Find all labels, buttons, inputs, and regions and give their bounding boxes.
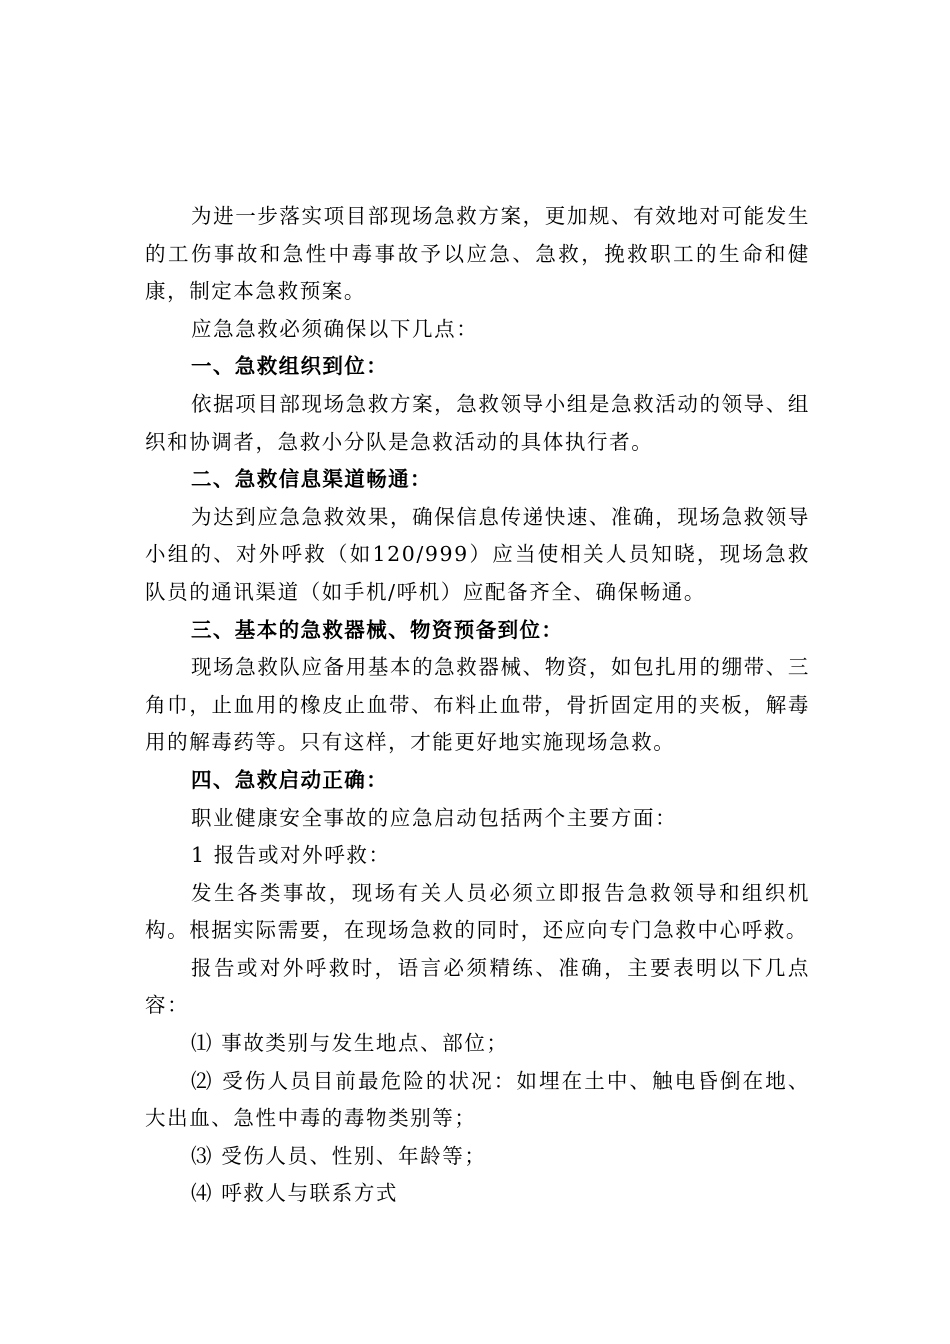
- numbered-item-3: ⑶ 受伤人员、性别、年龄等；: [191, 1143, 487, 1168]
- numbered-item-2: ⑵ 受伤人员目前最危险的状况：如埋在土中、触电昏倒在地、大出血、急性中毒的毒物类别等；: [145, 1068, 810, 1131]
- section-1-paragraph: 依据项目部现场急救方案，急救领导小组是急救活动的领导、组织和协调者，急救小分队是急救活动的具体执行者。: [145, 391, 810, 454]
- section-3-paragraph: 现场急救队应备用基本的急救器械、物资，如包扎用的绷带、三角巾，止血用的橡皮止血带、布料止血带，骨折固定用的夹板，解毒用的解毒药等。只有这样，才能更好地实施现场急救。: [145, 655, 810, 755]
- section-4-paragraph: 职业健康安全事故的应急启动包括两个主要方面：: [191, 805, 678, 830]
- numbered-item-1: ⑴ 事故类别与发生地点、部位；: [191, 1031, 509, 1056]
- intro-paragraph: 为进一步落实项目部现场急救方案，更加规、有效地对可能发生的工伤事故和急性中毒事故予以应急、急救，挽救职工的生命和健康，制定本急救预案。: [145, 204, 810, 304]
- subsection-1-heading: 1 报告或对外呼救：: [191, 843, 391, 868]
- section-heading-1: 一、急救组织到位：: [191, 354, 389, 379]
- section-heading-4: 四、急救启动正确：: [191, 767, 389, 792]
- section-heading-2: 二、急救信息渠道畅通：: [191, 467, 432, 492]
- report-instructions-paragraph: 报告或对外呼救时，语言必须精练、准确，主要表明以下几点容：: [145, 955, 810, 1018]
- subsection-1-paragraph: 发生各类事故，现场有关人员必须立即报告急救领导和组织机构。根据实际需要，在现场急救的同时，还应向专门急救中心呼救。: [145, 880, 810, 943]
- section-2-paragraph: 为达到应急急救效果，确保信息传递快速、准确，现场急救领导小组的、对外呼救（如120/999）应当使相关人员知晓，现场急救队员的通讯渠道（如手机/呼机）应配备齐全、确保畅通。: [145, 504, 810, 604]
- section-heading-3: 三、基本的急救器械、物资预备到位：: [191, 617, 564, 642]
- document-body: [145, 198, 810, 1213]
- numbered-item-4: ⑷ 呼救人与联系方式: [191, 1181, 399, 1206]
- requirements-lead: 应急急救必须确保以下几点：: [191, 316, 479, 341]
